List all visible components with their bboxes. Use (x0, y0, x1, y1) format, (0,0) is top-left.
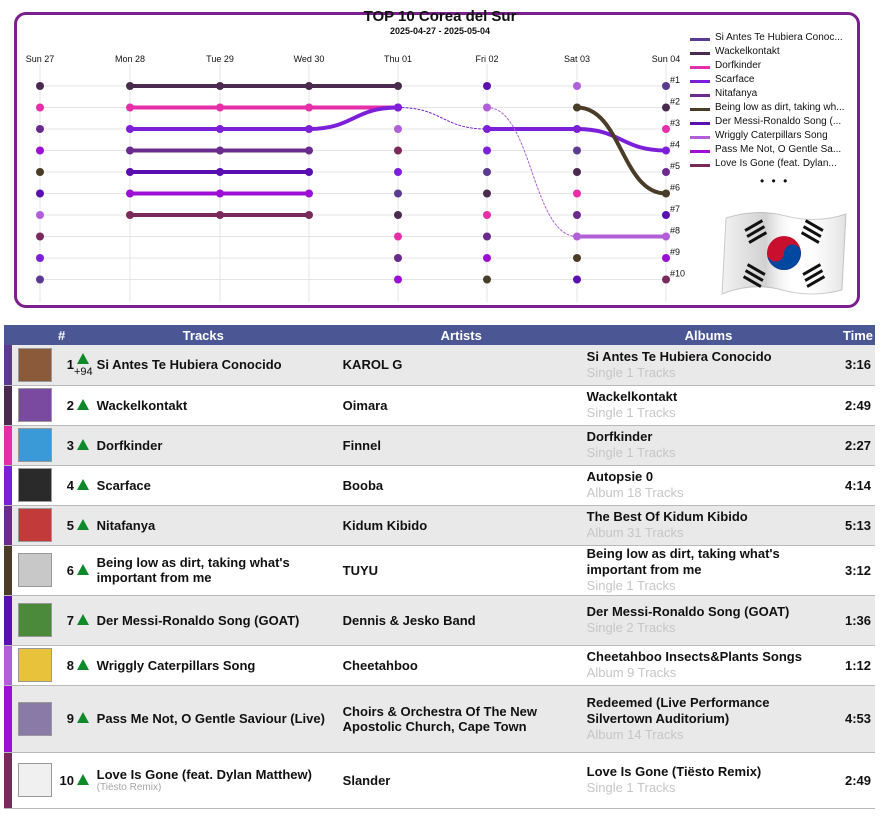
row-color-stripe (4, 752, 12, 808)
album-cell[interactable] (587, 545, 835, 595)
legend-label: Being low as dirt, taking wh... (715, 102, 845, 113)
legend-label: Dorfkinder (715, 60, 762, 71)
album-cell[interactable] (587, 505, 835, 545)
up-arrow-icon (77, 479, 89, 490)
artist-cell[interactable]: TUYU (343, 545, 587, 595)
rank-change (74, 385, 93, 425)
album-cover-image[interactable] (18, 508, 52, 542)
series-point (573, 233, 581, 241)
series-point (36, 276, 44, 284)
rank-change (74, 685, 93, 752)
track-title[interactable]: Love Is Gone (feat. Dylan Matthew) (96, 767, 312, 782)
series-point (483, 104, 491, 112)
artist-cell[interactable]: Cheetahboo (343, 645, 587, 685)
album-cover-cell (12, 465, 52, 505)
series-point (483, 276, 491, 284)
legend-label: Si Antes Te Hubiera Conoc... (715, 32, 843, 43)
series-point (662, 125, 670, 133)
series-point (305, 82, 313, 90)
track-cell[interactable] (93, 465, 343, 505)
album-cover-image[interactable] (18, 702, 52, 736)
up-arrow-icon (77, 399, 89, 410)
legend-swatch (690, 38, 710, 41)
header-artists[interactable]: Artists (343, 325, 587, 345)
series-point (126, 190, 134, 198)
y-tick-label: #2 (670, 96, 681, 107)
series-point (126, 104, 134, 112)
table-row[interactable] (4, 645, 875, 685)
series-point (662, 276, 670, 284)
table-row[interactable] (4, 595, 875, 645)
album-cover-cell (12, 505, 52, 545)
rank-number: 2 (52, 385, 74, 425)
track-cell[interactable] (93, 685, 343, 752)
track-cell[interactable] (93, 345, 343, 385)
row-color-stripe (4, 425, 12, 465)
album-info: Single 1 Tracks (586, 364, 676, 380)
row-color-stripe (4, 505, 12, 545)
series-point (216, 82, 224, 90)
x-tick-label: Sun 27 (25, 54, 55, 64)
legend-label: Der Messi-Ronaldo Song (... (715, 116, 842, 127)
legend-label: Wackelkontakt (715, 46, 780, 57)
album-title[interactable]: Der Messi-Ronaldo Song (GOAT) (586, 604, 790, 619)
header-rank: # (52, 325, 93, 345)
series-point (216, 147, 224, 155)
series-point (394, 168, 402, 176)
track-duration: 3:16 (835, 345, 875, 385)
album-cover-cell (12, 685, 52, 752)
series-point (573, 211, 581, 219)
series-point (305, 125, 313, 133)
legend-label: Nitafanya (715, 88, 758, 99)
album-title[interactable]: The Best Of Kidum Kibido (586, 509, 748, 524)
table-row[interactable] (4, 425, 875, 465)
table-row[interactable] (4, 545, 875, 595)
track-title[interactable]: Dorfkinder (96, 437, 163, 453)
track-cell[interactable] (93, 752, 343, 808)
rank-change (74, 425, 93, 465)
artist-cell[interactable]: Kidum Kibido (343, 505, 587, 545)
series-point (216, 168, 224, 176)
x-tick-label: Thu 01 (383, 54, 413, 64)
chart-subtitle: 2025-04-27 - 2025-05-04 (389, 26, 491, 36)
series-point (305, 168, 313, 176)
album-cover-image[interactable] (18, 648, 52, 682)
artist-cell[interactable]: Booba (343, 465, 587, 505)
series-point (573, 125, 581, 133)
y-tick-label: #5 (670, 161, 681, 171)
track-cell[interactable] (93, 385, 343, 425)
table-row[interactable] (4, 385, 875, 425)
series-point (216, 125, 224, 133)
album-title[interactable]: Cheetahboo Insects&Plants Songs (586, 649, 802, 664)
track-duration: 3:12 (835, 545, 875, 595)
x-tick-label: Fri 02 (475, 54, 499, 64)
album-cell[interactable] (587, 752, 835, 808)
album-cell[interactable] (587, 385, 835, 425)
x-tick-label: Wed 30 (293, 54, 325, 64)
legend-swatch (690, 108, 710, 111)
legend-label: Scarface (715, 74, 755, 85)
album-info: Single 1 Tracks (586, 780, 676, 795)
series-point (305, 190, 313, 198)
series-point (483, 233, 491, 241)
album-cover-image[interactable] (18, 603, 52, 637)
series-point (216, 104, 224, 112)
artist-cell[interactable]: Choirs & Orchestra Of The New Apostolic Church, Cape Town (343, 685, 587, 752)
album-info: Album 18 Tracks (586, 485, 684, 500)
series-point (36, 168, 44, 176)
rank-change (74, 545, 93, 595)
legend-swatch (690, 80, 710, 83)
series-point (573, 147, 581, 155)
up-arrow-icon (77, 659, 89, 670)
series-point (662, 233, 670, 241)
album-cover-cell (12, 425, 52, 465)
track-duration: 4:53 (835, 685, 875, 752)
legend-label: Love Is Gone (feat. Dylan... (715, 158, 837, 169)
legend-swatch (690, 164, 710, 167)
series-line (398, 108, 487, 130)
album-cell[interactable] (587, 645, 835, 685)
album-title[interactable]: Autopsie 0 (586, 469, 654, 484)
track-duration: 2:49 (835, 385, 875, 425)
row-color-stripe (4, 545, 12, 595)
series-point (394, 82, 402, 90)
rank-number: 1 (52, 345, 74, 385)
table-row[interactable] (4, 685, 875, 752)
south-korea-flag-icon (716, 206, 850, 300)
album-cell[interactable] (587, 595, 835, 645)
rank-change (74, 345, 93, 385)
chart-title: TOP 10 Corea del Sur (363, 8, 517, 25)
series-point (573, 190, 581, 198)
rank-number: 6 (52, 545, 74, 595)
album-info: Single 2 Tracks (586, 620, 676, 635)
series-point (483, 82, 491, 90)
album-info: Single 1 Tracks (586, 445, 676, 460)
y-tick-label: #7 (670, 204, 681, 214)
series-point (573, 276, 581, 284)
series-point (36, 125, 44, 133)
legend-swatch (690, 150, 710, 153)
album-title[interactable]: Redeemed (Live Performance Silvertown Auditorium) (586, 694, 770, 726)
series-point (662, 147, 670, 155)
album-info: Single 1 Tracks (586, 578, 676, 593)
album-cover-cell (12, 645, 52, 685)
album-cover-image[interactable] (18, 348, 52, 382)
rank-number: 3 (52, 425, 74, 465)
album-info: Album 31 Tracks (586, 525, 684, 540)
tracks-table (4, 325, 875, 809)
rank-number: 9 (52, 685, 74, 752)
album-cover-image[interactable] (18, 428, 52, 462)
track-title[interactable]: Si Antes Te Hubiera Conocido (96, 357, 282, 373)
album-cover-image[interactable] (18, 468, 52, 502)
album-title[interactable]: Dorfkinder (586, 429, 653, 444)
series-point (483, 254, 491, 262)
series-point (36, 254, 44, 262)
rank-change (74, 465, 93, 505)
album-cell[interactable] (587, 465, 835, 505)
legend-swatch (690, 66, 710, 69)
series-point (394, 254, 402, 262)
series-point (394, 104, 402, 112)
series-point (573, 104, 581, 112)
track-duration: 2:27 (835, 425, 875, 465)
track-duration: 5:13 (835, 505, 875, 545)
series-point (305, 104, 313, 112)
y-tick-label: #8 (670, 225, 681, 236)
album-cover-cell (12, 545, 52, 595)
series-point (662, 190, 670, 198)
series-point (394, 276, 402, 284)
series-point (216, 211, 224, 219)
album-cover-image[interactable] (18, 553, 52, 587)
y-tick-label: #6 (670, 182, 681, 193)
x-tick-label: Tue 29 (206, 54, 234, 64)
legend-swatch (690, 94, 710, 97)
series-point (483, 168, 491, 176)
up-arrow-icon (77, 712, 89, 723)
up-arrow-icon (77, 439, 89, 450)
track-title[interactable]: Der Messi-Ronaldo Song (GOAT) (96, 612, 300, 628)
track-duration: 4:14 (835, 465, 875, 505)
album-cover-image[interactable] (18, 388, 52, 422)
row-color-stripe (4, 645, 12, 685)
series-point (126, 147, 134, 155)
track-cell[interactable] (93, 425, 343, 465)
series-point (394, 190, 402, 198)
up-arrow-icon (77, 564, 89, 575)
x-tick-label: Mon 28 (114, 54, 146, 64)
series-point (394, 211, 402, 219)
header-tracks[interactable]: Tracks (93, 325, 343, 345)
row-color-stripe (4, 595, 12, 645)
album-cover-cell (12, 595, 52, 645)
series-point (126, 168, 134, 176)
row-color-stripe (4, 465, 12, 505)
track-remix: (Tiësto Remix) (96, 782, 162, 793)
rank-change (74, 505, 93, 545)
album-cell[interactable] (587, 425, 835, 465)
up-arrow-icon (77, 614, 89, 625)
series-point (573, 254, 581, 262)
rank-number: 5 (52, 505, 74, 545)
track-duration: 1:36 (835, 595, 875, 645)
series-point (394, 147, 402, 155)
series-line (309, 108, 398, 130)
track-title[interactable]: Pass Me Not, O Gentle Saviour (Live) (96, 711, 325, 726)
track-title[interactable]: Wriggly Caterpillars Song (96, 657, 256, 673)
artist-cell[interactable]: Dennis & Jesko Band (343, 595, 587, 645)
album-cell[interactable] (587, 345, 835, 385)
x-tick-label: Sat 03 (563, 54, 591, 64)
series-point (394, 125, 402, 133)
album-cover-image[interactable] (18, 763, 52, 797)
rank-change (74, 645, 93, 685)
y-tick-label: #3 (670, 118, 681, 128)
table-row[interactable] (4, 345, 875, 385)
track-duration: 2:49 (835, 752, 875, 808)
table-row[interactable] (4, 505, 875, 545)
rank-number: 7 (52, 595, 74, 645)
album-info: Album 14 Tracks (586, 726, 684, 742)
table-row[interactable] (4, 752, 875, 808)
rank-change (74, 752, 93, 808)
series-point (216, 190, 224, 198)
y-tick-label: #4 (670, 139, 681, 150)
legend-label: Pass Me Not, O Gentle Sa... (715, 144, 842, 155)
track-title[interactable]: Nitafanya (96, 517, 156, 533)
album-title[interactable]: Love Is Gone (Tiësto Remix) (586, 764, 762, 779)
rank-change (74, 595, 93, 645)
album-title[interactable]: Being low as dirt, taking what's important from me (586, 546, 780, 577)
series-point (573, 168, 581, 176)
rank-change-value: +94 (74, 365, 93, 378)
header-time[interactable]: Time (835, 325, 875, 345)
artist-cell[interactable]: Slander (343, 752, 587, 808)
row-color-stripe (4, 345, 12, 385)
track-cell[interactable] (93, 545, 343, 595)
series-point (126, 125, 134, 133)
series-point (662, 254, 670, 262)
artist-cell[interactable]: Oimara (343, 385, 587, 425)
series-point (573, 82, 581, 90)
rank-number: 4 (52, 465, 74, 505)
series-point (36, 104, 44, 112)
album-cover-cell (12, 752, 52, 808)
series-point (126, 82, 134, 90)
album-info: Single 1 Tracks (586, 405, 676, 420)
track-title[interactable]: Wackelkontakt (96, 397, 188, 413)
track-title[interactable]: Scarface (96, 477, 151, 493)
series-point (394, 233, 402, 241)
legend-swatch (690, 52, 710, 55)
series-point (126, 211, 134, 219)
album-cell[interactable] (587, 685, 835, 752)
album-info: Album 9 Tracks (586, 665, 677, 680)
series-point (36, 147, 44, 155)
legend-swatch (690, 122, 710, 125)
track-duration: 1:12 (835, 645, 875, 685)
legend-label: Wriggly Caterpillars Song (715, 130, 828, 141)
series-point (662, 211, 670, 219)
album-title[interactable]: Wackelkontakt (586, 389, 678, 404)
y-tick-label: #9 (670, 247, 681, 257)
track-title[interactable]: Being low as dirt, taking what's important from me (96, 555, 290, 585)
series-point (305, 147, 313, 155)
artist-cell[interactable]: Finnel (343, 425, 587, 465)
series-point (662, 104, 670, 112)
album-cover-cell (12, 385, 52, 425)
legend-swatch (690, 136, 710, 139)
up-arrow-icon (77, 774, 89, 785)
track-cell[interactable] (93, 645, 343, 685)
series-point (483, 190, 491, 198)
header-albums[interactable]: Albums (587, 325, 835, 345)
track-cell[interactable] (93, 505, 343, 545)
rank-number: 10 (52, 752, 74, 808)
track-cell[interactable] (93, 595, 343, 645)
rank-number: 8 (52, 645, 74, 685)
row-color-stripe (4, 685, 12, 752)
series-point (305, 211, 313, 219)
legend-more: • • • (760, 174, 790, 188)
album-cover-cell (12, 345, 52, 385)
series-point (483, 147, 491, 155)
artist-cell[interactable]: KAROL G (343, 345, 587, 385)
series-point (36, 190, 44, 198)
x-tick-label: Sun 04 (651, 54, 681, 64)
up-arrow-icon (77, 519, 89, 530)
series-point (36, 211, 44, 219)
table-row[interactable] (4, 465, 875, 505)
header-cover (4, 325, 52, 345)
y-tick-label: #10 (670, 268, 686, 279)
series-point (662, 168, 670, 176)
up-arrow-icon (77, 353, 89, 364)
album-title[interactable]: Si Antes Te Hubiera Conocido (586, 348, 772, 364)
series-point (36, 82, 44, 90)
row-color-stripe (4, 385, 12, 425)
series-point (36, 233, 44, 241)
series-point (662, 82, 670, 90)
y-tick-label: #1 (670, 75, 681, 85)
series-point (483, 125, 491, 133)
series-point (483, 211, 491, 219)
